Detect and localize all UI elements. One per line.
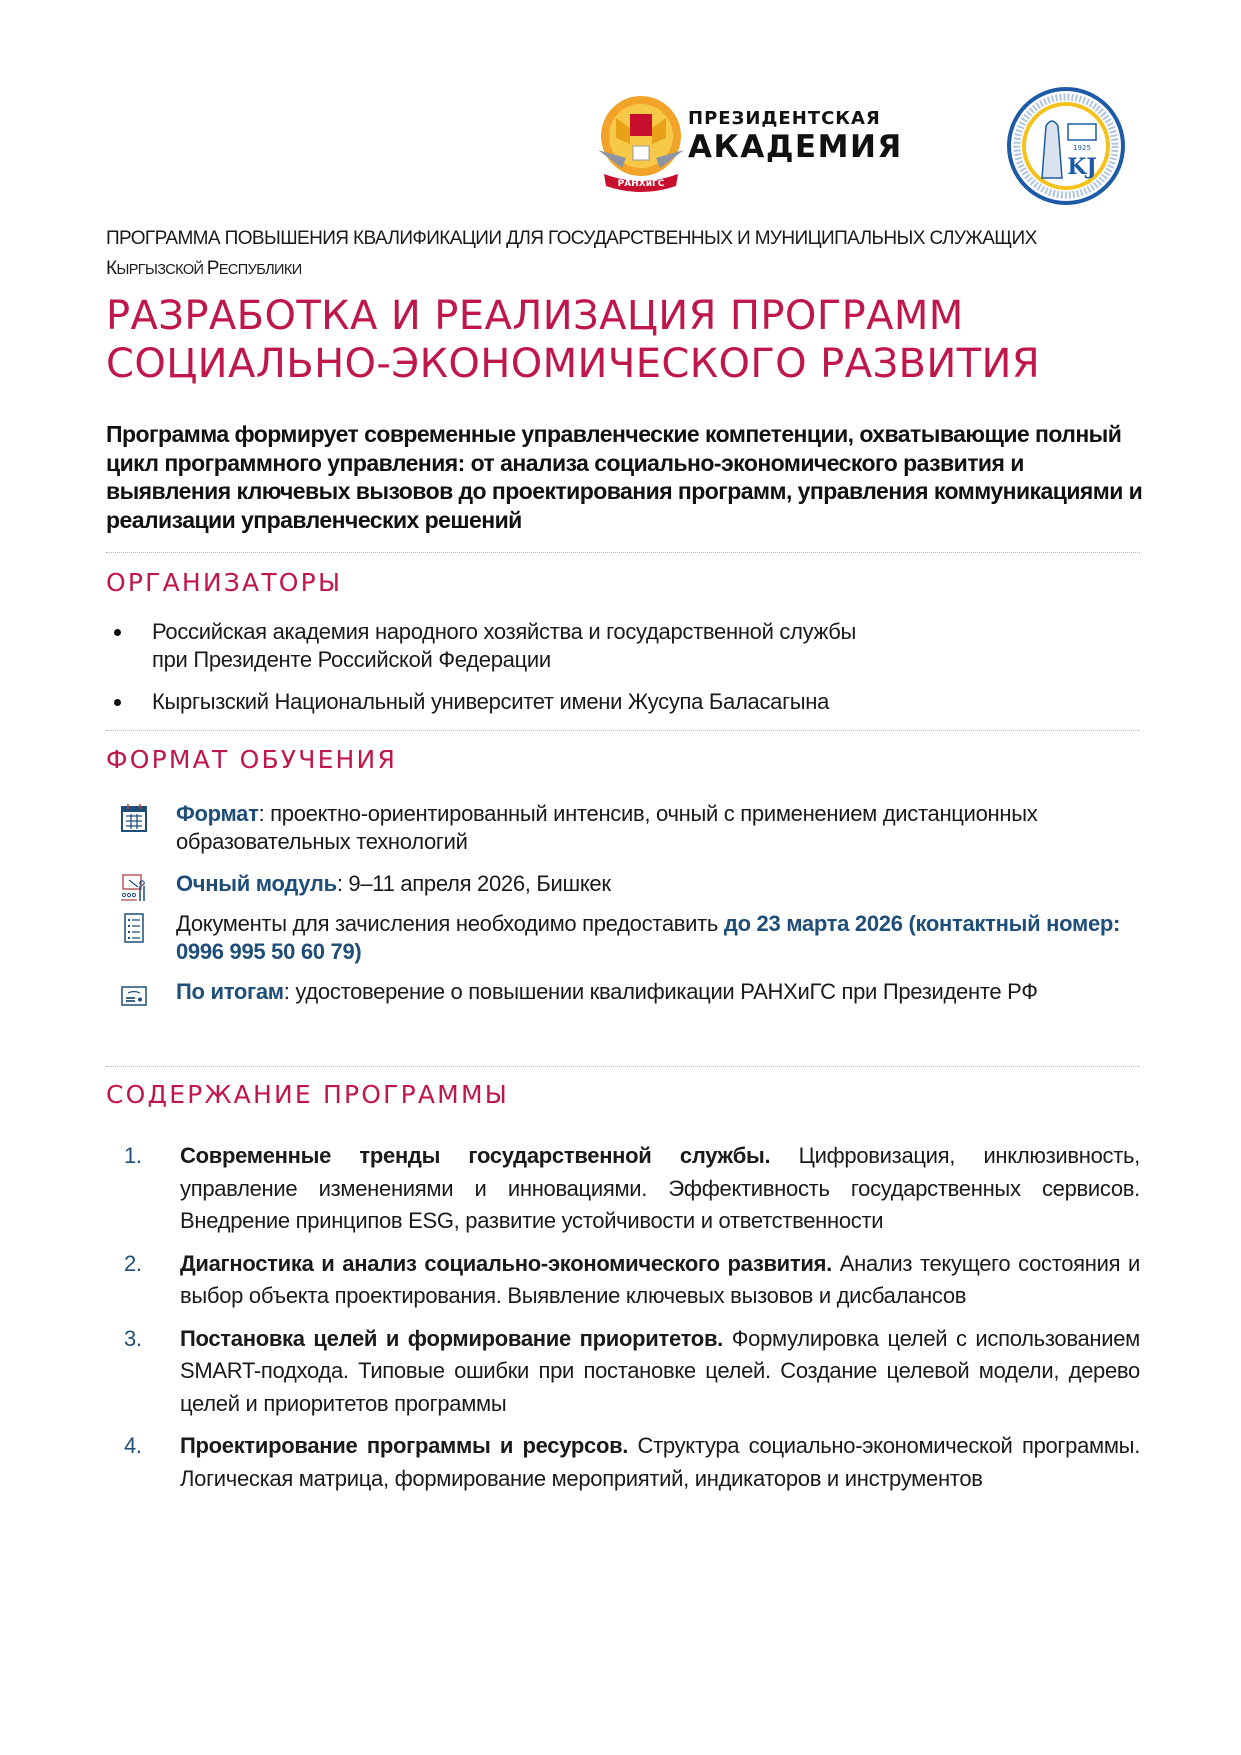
format-item-format: Формат: проектно-ориентированный интенсив, очный с применением дистанционных образовательных технологий [106,800,1136,858]
ranepa-emblem-icon [586,88,696,198]
page-title [106,292,1146,388]
content-heading: СОДЕРЖАНИЕ ПРОГРАММЫ [106,1080,509,1109]
list-item: Российская академия народного хозяйства и государственной службы при Президенте Российской Федерации [106,618,1136,674]
item-title: Постановка целей и формирование приоритетов. [180,1325,723,1351]
bullet-icon [114,629,121,636]
title-line-1: РАЗРАБОТКА И РЕАЛИЗАЦИЯ ПРОГРАММ [106,293,964,339]
item-number: 1. [124,1143,142,1168]
program-kicker [106,224,1146,285]
title-line-2: СОЦИАЛЬНО-ЭКОНОМИЧЕСКОГО РАЗВИТИЯ [106,341,1041,387]
kicker-line-2: КЫРГЫЗСКОЙ РЕСПУБЛИКИ [106,258,302,279]
presentation-icon [120,873,148,903]
ranepa-line2: АКАДЕМИЯ [688,129,903,165]
ranepa-wordmark [688,110,903,163]
ranepa-line1: ПРЕЗИДЕНТСКАЯ [688,108,881,129]
logos [586,88,1126,198]
item-number: 3. [124,1325,142,1351]
item-title: Диагностика и анализ социально-экономического развития. [180,1250,832,1276]
item-title: Проектирование программы и ресурсов. [180,1433,629,1458]
program-lead: Программа формирует современные управленческие компетенции, охватывающие полный цикл программного управления: от анализа социально-экономического развития и выявления ключевых вызовов до проектирования программ, управления коммуникациями и реализации управленческих решений [106,421,1143,533]
result-label: По итогам [176,979,284,1004]
format-item-documents: Документы для зачисления необходимо предоставить до 23 марта 2026 (контактный номер: 0996 995 50 60 79) [106,910,1136,966]
format-heading: ФОРМАТ ОБУЧЕНИЯ [106,745,398,774]
divider [106,730,1140,731]
bullet-icon [114,699,121,706]
format-item-certificate: По итогам: удостоверение о повышении квалификации РАНХиГС при Президенте РФ [106,978,1136,1006]
kicker-line-1: ПРОГРАММА ПОВЫШЕНИЯ КВАЛИФИКАЦИИ ДЛЯ ГОСУДАРСТВЕННЫХ И МУНИЦИПАЛЬНЫХ СЛУЖАЩИХ [106,228,1037,249]
content-item: 1. Современные тренды государственной службы. Цифровизация, инклюзивность, управление изменениями и инновациями. Эффективность государственных сервисов. Внедрение принципов ESG, развитие устойчивости и ответственности [106,1140,1140,1238]
content-list [106,1140,1140,1505]
module-label: Очный модуль [176,871,337,896]
certificate-icon [120,981,148,1011]
divider [106,552,1140,553]
svg-text:РАНХиГС: РАНХиГС [617,179,665,189]
format-list [106,800,1136,1018]
organizers-list [106,618,1136,730]
svg-text:1925: 1925 [1073,144,1091,152]
format-item-module: Очный модуль: 9–11 апреля 2026, Бишкек [106,870,1136,898]
calendar-icon [120,803,148,833]
format-label: Формат [176,801,259,826]
item-number: 2. [124,1250,142,1276]
organizers-heading: ОРГАНИЗАТОРЫ [106,568,343,597]
content-item: 2. Диагностика и анализ социально-экономического развития. Анализ текущего состояния и выбор объекта проектирования. Выявление ключевых вызовов и дисбалансов [106,1248,1140,1313]
content-item: 4. Проектирование программы и ресурсов. Структура социально-экономической программы. Логическая матрица, формирование мероприятий, индикаторов и инструментов [106,1430,1140,1495]
item-title: Современные тренды государственной службы. [180,1143,771,1168]
checklist-icon [120,913,148,943]
content-item: 3. Постановка целей и формирование приоритетов. Формулировка целей с использованием SMART-подхода. Типовые ошибки при постановке целей. Создание целевой модели, дерево целей и приоритетов программы [106,1323,1140,1421]
knu-seal-icon [1006,86,1126,206]
svg-text:KJ: KJ [1067,154,1097,180]
deadline-highlight: до 23 марта 2026 (контактный номер: 0996 995 50 60 79) [176,911,1121,964]
divider [106,1066,1140,1067]
list-item: Кыргызский Национальный университет имени Жусупа Баласагына [106,688,1136,716]
item-number: 4. [124,1433,142,1458]
